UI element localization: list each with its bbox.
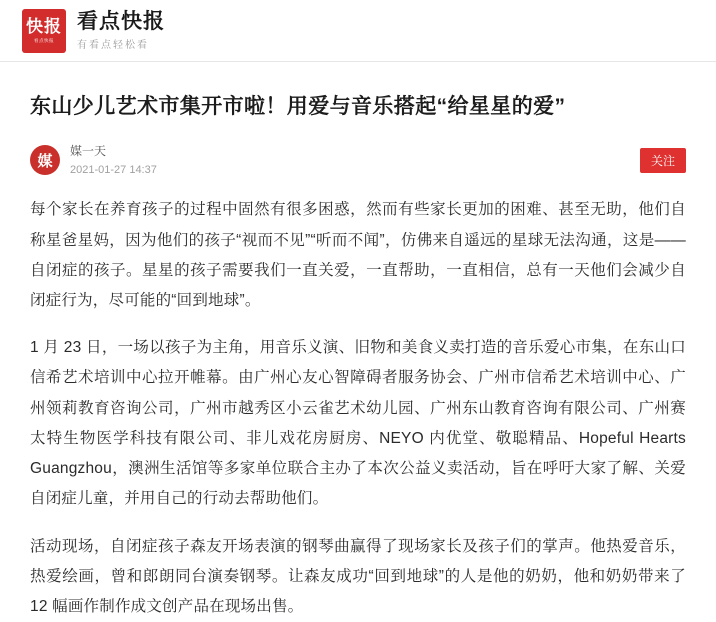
page-title: 东山少儿艺术市集开市啦！用爱与音乐搭起“给星星的爱” [30,95,566,118]
publish-date: 2021-01-27 14:37 [70,163,157,176]
author-name[interactable]: 媒一天 [70,144,107,159]
article-body [30,195,686,622]
article-meta [30,143,686,177]
logo-mark-sub-text: 看点快报 [33,37,55,44]
logo-mark-main-text: 快报 [26,16,62,36]
article-paragraph: 每个家长在养育孩子的过程中固然有很多困惑，然而有些家长更加的困难、甚至无助，他们自称星爸星妈，因为他们的孩子“视而不见”“听而不闻”，仿佛来自遥远的星球无法沟通，这是——自闭症的孩子。星星的孩子需要我们一直关爱，一直帮助，一直相信，总有一天他们会减少自闭症行为，尽可能的“回到地球”。 [30,201,686,310]
author-block [70,143,157,177]
article-container [0,62,716,622]
site-logo[interactable] [22,9,165,53]
follow-button[interactable]: 关注 [640,148,686,173]
site-header [0,0,716,62]
avatar: 媒 [30,145,60,175]
article-paragraph: 1 月 23 日，一场以孩子为主角，用音乐义演、旧物和美食义卖打造的音乐爱心市集，在东山口信希艺术培训中心拉开帷幕。由广州心友心智障碍者服务协会、广州市信希艺术培训中心、广州领莉教育咨询公司，广州市越秀区小云雀艺术幼儿园、广州东山教育咨询有限公司、广州赛太特生物医学科技有限公司、非儿戏花房厨房、NEYO 内优堂、敬聪精品、Hopeful Hearts Guangzhou，澳洲生活馆等多家单位联合主办了本次公益义卖活动，旨在呼吁大家了解、关爱自闭症儿童，并用自己的行动去帮助他们。 [30,339,686,508]
logo-mark-icon [22,9,66,53]
logo-text-block [77,9,165,51]
site-slogan: 有看点轻松看 [77,39,149,51]
site-title: 看点快报 [77,10,165,34]
article-paragraph: 活动现场，自闭症孩子森友开场表演的钢琴曲赢得了现场家长及孩子们的掌声。他热爱音乐，热爱绘画，曾和郎朗同台演奏钢琴。让森友成功“回到地球”的人是他的奶奶，他和奶奶带来了 12 幅画作制作成文创产品在现场出售。 [30,537,686,616]
